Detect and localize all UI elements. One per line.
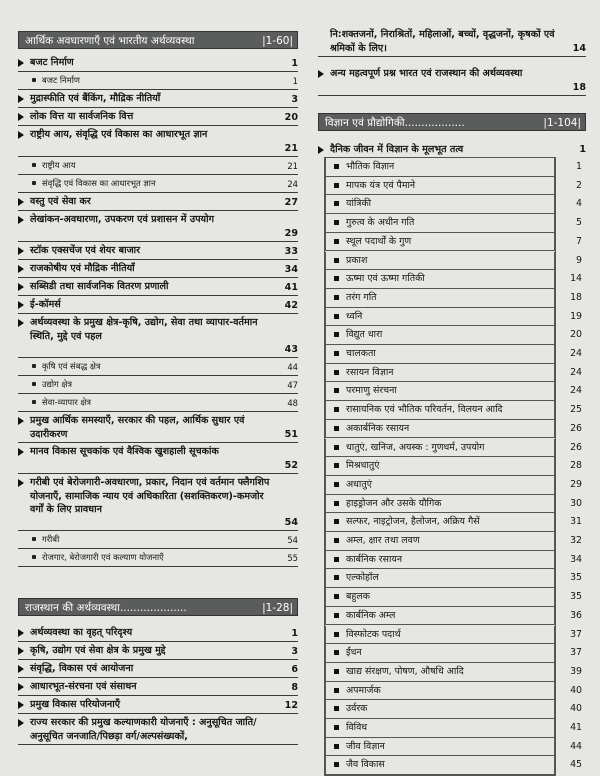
bullet-icon [334, 482, 339, 487]
entry-text: कार्बनिक रसायन [346, 553, 403, 565]
divider [18, 259, 298, 260]
toc-subentry[interactable] [325, 345, 582, 364]
bullet-icon [18, 216, 24, 224]
entry-page: 54 [284, 516, 298, 528]
entry-text: वस्तु एवं सेवा कर [30, 196, 91, 207]
toc-subentry[interactable] [325, 420, 582, 439]
toc-subentry[interactable] [325, 663, 582, 682]
toc-subentry[interactable] [325, 738, 582, 757]
entry-page: 12 [284, 699, 298, 711]
entry-text: विद्युत धारा [346, 329, 383, 341]
toc-subentry[interactable] [325, 252, 582, 271]
entry-page: 48 [287, 397, 298, 408]
entry-page: 40 [570, 703, 582, 715]
divider [18, 375, 298, 376]
entry-page: 1 [579, 144, 586, 155]
bullet-icon [334, 239, 339, 244]
bullet-icon [334, 557, 339, 562]
entry-page: 44 [570, 740, 582, 752]
entry-text: मापक यंत्र एवं पैमाने [346, 179, 416, 191]
divider [18, 357, 298, 358]
bullet-icon [18, 701, 24, 709]
entry-text: राज्य सरकार की प्रमुख कल्याणकारी योजनाएँ : अनुसूचित जाति/अनुसूचित जनजाति/पिछड़ा वर्ग/अल्पसंख्यकों, [30, 717, 257, 742]
divider [18, 641, 298, 642]
bullet-icon [318, 70, 324, 78]
toc-subentry[interactable] [325, 719, 582, 738]
bullet-icon [334, 594, 339, 599]
entry-page: 40 [570, 684, 582, 696]
bullet-icon [18, 417, 24, 425]
toc-subentry[interactable] [325, 270, 582, 289]
entry-text: चालकता [346, 348, 376, 359]
divider [18, 530, 298, 531]
bullet-icon [32, 364, 36, 368]
divider [18, 89, 298, 90]
divider [18, 411, 298, 412]
entry-page: 28 [570, 460, 582, 472]
toc-subentry[interactable] [325, 626, 582, 645]
divider [318, 56, 586, 57]
entry-text: कृषि एवं संबद्ध क्षेत्र [42, 361, 101, 371]
bullet-icon [18, 647, 24, 655]
entry-text: संवृद्धि एवं विकास का आधारभूत ज्ञान [42, 178, 156, 188]
entry-page: 24 [570, 366, 582, 378]
entry-text: रासायनिक एवं भौतिक परिवर्तन, विलयन आदि [346, 404, 503, 416]
bullet-icon [18, 131, 24, 139]
entry-text: लोक वित्त या सार्वजनिक वित्त [30, 111, 134, 122]
entry-page: 8 [291, 681, 298, 693]
entry-text: राष्ट्रीय आय [42, 160, 76, 170]
entry-text: संवृद्धि, विकास एवं आयोजना [30, 663, 134, 674]
divider [18, 295, 298, 296]
divider [18, 192, 298, 193]
entry-text: अर्थव्यवस्था के प्रमुख क्षेत्र-कृषि, उद्योग, सेवा तथा व्यापार-वर्तमान स्थिति, मुद्दे एवं पहल [30, 317, 258, 342]
entry-text: विविध [346, 722, 368, 733]
entry-text: स्थूल पदार्थों के गुण [346, 235, 412, 247]
entry-text: तरंग गति [346, 291, 377, 303]
entry-page: 9 [576, 254, 582, 266]
toc-subentry[interactable] [325, 158, 582, 177]
entry-page: 18 [570, 291, 582, 303]
divider [18, 210, 298, 211]
entry-page: 1 [291, 57, 298, 69]
entry-page: 34 [284, 263, 298, 275]
toc-subentry[interactable] [325, 326, 582, 345]
toc-subentry[interactable] [325, 308, 582, 327]
bullet-icon [18, 479, 24, 487]
entry-page: 43 [284, 343, 298, 355]
entry-page: 39 [570, 665, 582, 677]
entry-page: 27 [284, 196, 298, 208]
bullet-icon [334, 669, 339, 674]
entry-text: कृषि, उद्योग एवं सेवा क्षेत्र के प्रमुख मुद्दे [30, 645, 166, 656]
bullet-icon [334, 183, 339, 188]
toc-subentry[interactable] [325, 513, 582, 532]
entry-page: 31 [570, 516, 582, 528]
divider [18, 277, 298, 278]
entry-page: 37 [570, 628, 582, 640]
bullet-icon [18, 198, 24, 206]
entry-text: परमाणु संरचना [346, 385, 397, 397]
bullet-icon [18, 113, 24, 121]
entry-text: अपमार्जक [346, 684, 381, 696]
entry-page: 14 [570, 273, 582, 285]
divider [18, 695, 298, 696]
divider [18, 71, 298, 72]
entry-page: 21 [284, 142, 298, 154]
entry-text: स्टॉक एक्सचेंज एवं शेयर बाजार [30, 245, 141, 256]
entry-text: सब्सिडी तथा सार्वजनिक वितरण प्रणाली [30, 281, 169, 292]
section-header-science [318, 113, 586, 131]
entry-page: 33 [284, 245, 298, 257]
entry-page: 18 [572, 81, 586, 93]
entry-text: हाइड्रोजन और उसके यौगिक [346, 497, 442, 509]
toc-subentry[interactable] [325, 214, 582, 233]
bullet-icon [334, 688, 339, 693]
entry-page: 19 [570, 310, 582, 322]
bullet-icon [334, 706, 339, 711]
entry-text: बजट निर्माण [30, 57, 74, 68]
toc-subentry[interactable] [325, 700, 582, 719]
entry-text: कार्बनिक अम्ल [346, 609, 396, 621]
entry-text: गरीबी एवं बेरोजगारी-अवधारणा, प्रकार, निदान एवं वर्तमान फ्लैगशिप योजनाएँ, सामाजिक न्याय एवं अधिकारिता (सशक्तिकरण)-कमजोर वर्गों के लिए प्रावधान [30, 477, 270, 515]
bullet-icon [18, 719, 24, 727]
entry-text: मुद्रास्फीति एवं बैंकिंग, मौद्रिक नीतियाँ [30, 93, 161, 104]
entry-page: 5 [576, 217, 582, 229]
bullet-icon [18, 665, 24, 673]
bullet-icon [18, 319, 24, 327]
entry-page: 52 [284, 459, 298, 471]
toc-subentry[interactable] [325, 439, 582, 458]
entry-page: 35 [570, 572, 582, 584]
bullet-icon [334, 407, 339, 412]
divider [18, 566, 298, 567]
toc-subentry[interactable] [325, 364, 582, 383]
bullet-icon [18, 301, 24, 309]
bullet-icon [334, 575, 339, 580]
entry-page: 6 [291, 663, 298, 675]
bullet-icon [334, 295, 339, 300]
bullet-icon [18, 448, 24, 456]
bullet-icon [18, 683, 24, 691]
entry-text: राजकोषीय एवं मौद्रिक नीतियाँ [30, 263, 135, 274]
entry-text: मानव विकास सूचकांक एवं वैश्विक खुशहाली सूचकांक [30, 446, 219, 457]
entry-page: 37 [570, 647, 582, 659]
section-range: |1-60| [262, 35, 293, 47]
divider [18, 548, 298, 549]
divider [18, 744, 298, 745]
section-range: |1-28| [262, 602, 293, 614]
entry-text: भौतिक विज्ञान [346, 161, 395, 172]
entry-page: 26 [570, 422, 582, 434]
bullet-icon [334, 314, 339, 319]
bullet-icon [318, 146, 324, 154]
bullet-icon [18, 59, 24, 67]
entry-text: अन्य महत्वपूर्ण प्रश्न भारत एवं राजस्थान की अर्थव्यवस्था [330, 68, 523, 79]
entry-page: 24 [287, 178, 298, 189]
entry-page: 30 [570, 497, 582, 509]
section-title: विज्ञान एवं प्रौद्योगिकी.................. [325, 117, 465, 129]
bullet-icon [334, 258, 339, 263]
section-title: राजस्थान की अर्थव्यवस्था.................... [25, 602, 187, 614]
entry-page: 3 [291, 93, 298, 105]
bullet-icon [334, 725, 339, 730]
entry-text: अम्ल, क्षार तथा लवण [346, 535, 420, 546]
entry-text: गुरुत्व के अधीन गति [346, 217, 415, 229]
entry-text: आधारभूत-संरचना एवं संसाधन [30, 681, 137, 692]
entry-text: खाद्य संरक्षण, पोषण, औषधि आदि [346, 665, 464, 677]
entry-text: जैव विकास [346, 759, 385, 771]
entry-text: मिश्रधातुएं [346, 460, 380, 472]
entry-page: 51 [284, 428, 298, 440]
bullet-icon [18, 95, 24, 103]
divider [18, 713, 298, 714]
bullet-icon [334, 613, 339, 618]
entry-text: जीव विज्ञान [346, 740, 385, 752]
bullet-icon [18, 629, 24, 637]
bullet-icon [334, 519, 339, 524]
divider [18, 107, 298, 108]
bullet-icon [334, 463, 339, 468]
bullet-icon [334, 332, 339, 337]
entry-text: लेखांकन-अवधारणा, उपकरण एवं प्रशासन में उपयोग [30, 214, 214, 225]
entry-page: 26 [570, 441, 582, 453]
entry-page: 41 [570, 722, 582, 733]
divider [18, 174, 298, 175]
entry-text: बजट निर्माण [42, 75, 80, 85]
entry-text: रसायन विज्ञान [346, 366, 394, 378]
entry-page: 7 [576, 235, 582, 247]
divider [18, 241, 298, 242]
entry-page: 14 [572, 42, 586, 54]
entry-text: उद्योग क्षेत्र [42, 379, 73, 389]
toc-subentry[interactable] [325, 682, 582, 701]
bullet-icon [334, 632, 339, 637]
entry-page: 29 [284, 227, 298, 239]
divider [18, 659, 298, 660]
entry-text: दैनिक जीवन में विज्ञान के मूलभूत तत्व [330, 144, 464, 155]
toc-subentry[interactable] [325, 756, 582, 775]
entry-text: सल्फर, नाइट्रोजन, हैलोजन, अक्रिय गैसें [346, 516, 480, 528]
toc-subentry[interactable] [325, 289, 582, 308]
divider [18, 156, 298, 157]
entry-page: 44 [287, 361, 298, 372]
bullet-icon [334, 388, 339, 393]
bullet-icon [32, 555, 36, 559]
entry-text: प्रमुख विकास परियोजनाएँ [30, 699, 121, 710]
entry-text: प्रमुख आर्थिक समस्याएँ, सरकार की पहल, आर्थिक सुधार एवं उदारीकरण [30, 415, 245, 440]
toc-subentry[interactable] [325, 569, 582, 588]
entry-page: 1 [292, 75, 298, 86]
entry-text: ध्वनि [346, 310, 363, 322]
entry-page: 20 [570, 329, 582, 341]
entry-page: 35 [570, 591, 582, 603]
entry-page: 2 [576, 179, 582, 191]
entry-page: 34 [570, 553, 582, 565]
entry-text: ई-कॉमर्स [30, 299, 61, 310]
entry-text: बहुलक [346, 591, 370, 603]
entry-text: अकार्बनिक रसायन [346, 422, 410, 434]
entry-text: नि:शक्तजनों, निराश्रितों, महिलाओं, बच्चों, वृद्धजनों, कृषकों एवं श्रमिकों के लिए। [330, 29, 555, 54]
entry-page: 4 [576, 198, 582, 210]
toc-subentry[interactable] [325, 588, 582, 607]
entry-text: अधातुएं [346, 478, 372, 490]
toc-sublist-science [324, 157, 582, 776]
entry-page: 24 [570, 385, 582, 397]
toc-subentry[interactable] [325, 551, 582, 570]
bullet-icon [334, 426, 339, 431]
bullet-icon [18, 247, 24, 255]
entry-page: 25 [570, 404, 582, 416]
toc-subentry[interactable] [325, 401, 582, 420]
bullet-icon [32, 78, 36, 82]
toc-subentry[interactable] [325, 195, 582, 214]
toc-subentry[interactable] [325, 607, 582, 626]
bullet-icon [334, 538, 339, 543]
bullet-icon [334, 445, 339, 450]
bullet-icon [334, 164, 339, 169]
entry-text: धातुएं, खनिज, अयस्क : गुणधर्म, उपयोग [346, 441, 485, 453]
entry-page: 3 [291, 645, 298, 657]
bullet-icon [32, 181, 36, 185]
toc-subentry[interactable] [325, 476, 582, 495]
divider [318, 95, 586, 96]
bullet-icon [32, 400, 36, 404]
entry-page: 1 [576, 161, 582, 172]
bullet-icon [18, 265, 24, 273]
toc-subentry[interactable] [325, 233, 582, 252]
entry-text: उर्वरक [346, 703, 368, 715]
divider [18, 125, 298, 126]
entry-page: 21 [287, 160, 298, 171]
divider [18, 442, 298, 443]
toc-subentry[interactable] [325, 177, 582, 196]
divider [18, 393, 298, 394]
bullet-icon [32, 163, 36, 167]
bullet-icon [334, 201, 339, 206]
entry-page: 36 [570, 609, 582, 621]
entry-text: यांत्रिकी [346, 198, 372, 210]
bullet-icon [334, 370, 339, 375]
entry-page: 55 [287, 552, 298, 563]
entry-text: ईंधन [346, 647, 362, 659]
entry-text: रोजगार, बेरोजगारी एवं कल्याण योजनाएँ [42, 552, 164, 562]
entry-page: 20 [284, 111, 298, 123]
bullet-icon [334, 744, 339, 749]
toc-subentry[interactable] [325, 644, 582, 663]
bullet-icon [334, 276, 339, 281]
section-header-rajasthan [18, 598, 298, 616]
entry-text: अर्थव्यवस्था का वृहत् परिदृश्य [30, 627, 133, 638]
bullet-icon [18, 283, 24, 291]
section-range: |1-104| [543, 117, 581, 129]
bullet-icon [334, 762, 339, 767]
entry-text: ऊष्मा एवं ऊष्मा गतिकी [346, 273, 425, 285]
entry-text: गरीबी [42, 534, 60, 544]
entry-page: 1 [291, 627, 298, 639]
entry-text: सेवा-व्यापार क्षेत्र [42, 397, 92, 407]
divider [18, 313, 298, 314]
toc-subentry[interactable] [325, 532, 582, 551]
entry-page: 24 [570, 348, 582, 359]
entry-page: 41 [284, 281, 298, 293]
bullet-icon [32, 382, 36, 386]
entry-page: 54 [287, 534, 298, 545]
section-header-economy [18, 31, 298, 49]
bullet-icon [334, 351, 339, 356]
entry-text: विस्फोटक पदार्थ [346, 628, 401, 640]
bullet-icon [334, 501, 339, 506]
entry-page: 45 [570, 759, 582, 771]
entry-page: 32 [570, 535, 582, 546]
divider [18, 677, 298, 678]
toc-subentry[interactable] [325, 382, 582, 401]
divider [18, 473, 298, 474]
entry-text: एल्कोहॉल [346, 572, 379, 584]
toc-subentry[interactable] [325, 495, 582, 514]
entry-page: 29 [570, 478, 582, 490]
bullet-icon [334, 220, 339, 225]
bullet-icon [334, 650, 339, 655]
toc-subentry[interactable] [325, 457, 582, 476]
bullet-icon [32, 537, 36, 541]
entry-page: 47 [287, 379, 298, 390]
section-title: आर्थिक अवधारणाएँ एवं भारतीय अर्थव्यवस्था [25, 35, 195, 47]
entry-page: 42 [284, 299, 298, 311]
entry-text: राष्ट्रीय आय, संवृद्धि एवं विकास का आधारभूत ज्ञान [30, 129, 208, 140]
entry-text: प्रकाश [346, 254, 368, 266]
